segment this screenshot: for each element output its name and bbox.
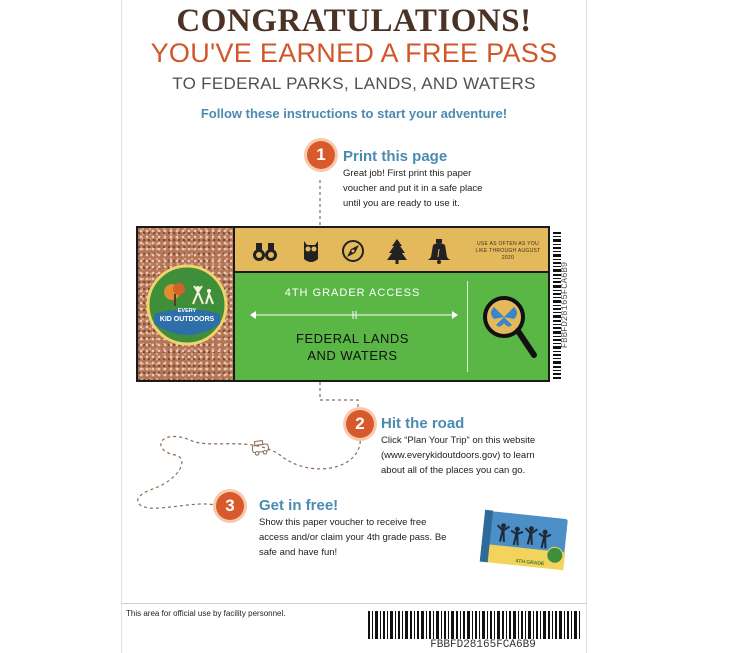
- step-3-title: Get in free!: [259, 497, 339, 514]
- step-2-line: (www.everykidoutdoors.gov) to learn: [381, 450, 535, 461]
- step-2-line: about all of the places you can go.: [381, 465, 526, 476]
- voucher-expiration-note: USE AS OFTEN AS YOU LIKE THROUGH AUGUST 2020: [475, 241, 541, 261]
- page-subtitle-secondary: TO FEDERAL PARKS, LANDS, AND WATERS: [172, 74, 536, 93]
- step-3-line: Show this paper voucher to receive free: [259, 517, 427, 528]
- binoculars-icon: [251, 237, 279, 265]
- voucher-access-panel: [235, 273, 548, 380]
- magnifier-butterfly-icon: [480, 293, 540, 373]
- step-2-number: 2: [346, 410, 374, 438]
- double-arrow-icon: [249, 309, 459, 321]
- step-2-body: [381, 433, 535, 478]
- step-1-body: [343, 166, 482, 211]
- page-title: CONGRATULATIONS!: [176, 3, 532, 39]
- logo-text-kid-outdoors: KID OUTDOORS: [159, 316, 215, 323]
- footer-barcode-text: FBBFD28165FCA6B9: [430, 639, 536, 651]
- fourth-grade-pass-card-image: [478, 508, 570, 576]
- step-1-line: Great job! First print this paper: [343, 168, 472, 179]
- step-1-line: voucher and put it in a safe place: [343, 183, 483, 194]
- official-use-note: This area for official use by facility personnel.: [126, 609, 286, 618]
- voucher-icon-band: [235, 228, 548, 273]
- access-label: 4TH GRADER ACCESS: [284, 287, 421, 299]
- step-2-title: Hit the road: [381, 415, 465, 432]
- logo-text-every: EVERY: [177, 308, 197, 314]
- side-barcode-text: [560, 230, 574, 380]
- page-subtitle: YOU'VE EARNED A FREE PASS: [150, 38, 558, 68]
- voucher-divider: [467, 281, 468, 372]
- pass-voucher: [136, 226, 550, 382]
- step-3-line: safe and have fun!: [259, 547, 338, 558]
- voucher-lands-line2: AND WATERS: [307, 348, 398, 363]
- footer-divider: [121, 603, 587, 604]
- every-kid-outdoors-logo: [146, 264, 228, 346]
- voucher-lands-line1: FEDERAL LANDS: [296, 331, 409, 346]
- owl-icon: [297, 237, 325, 265]
- instructions-heading: Follow these instructions to start your adventure!: [200, 106, 508, 121]
- pass-card-label: 4TH GRADE: [515, 558, 545, 568]
- step-3-body: [259, 515, 446, 560]
- compass-icon: [339, 237, 367, 265]
- step-1-number: 1: [307, 141, 335, 169]
- side-code-label: FBBFD28165FCA6B9: [560, 261, 570, 349]
- step-1-title: Print this page: [343, 148, 448, 165]
- step-2-line: Click “Plan Your Trip” on this website: [381, 435, 536, 446]
- liberty-bell-icon: [425, 237, 453, 265]
- step-3-number: 3: [216, 492, 244, 520]
- pine-tree-icon: [383, 237, 411, 265]
- step-3-line: access and/or claim your 4th grade pass. Be: [259, 532, 447, 543]
- step-1-line: until you are ready to use it.: [343, 198, 460, 209]
- footer-barcode: [368, 611, 580, 639]
